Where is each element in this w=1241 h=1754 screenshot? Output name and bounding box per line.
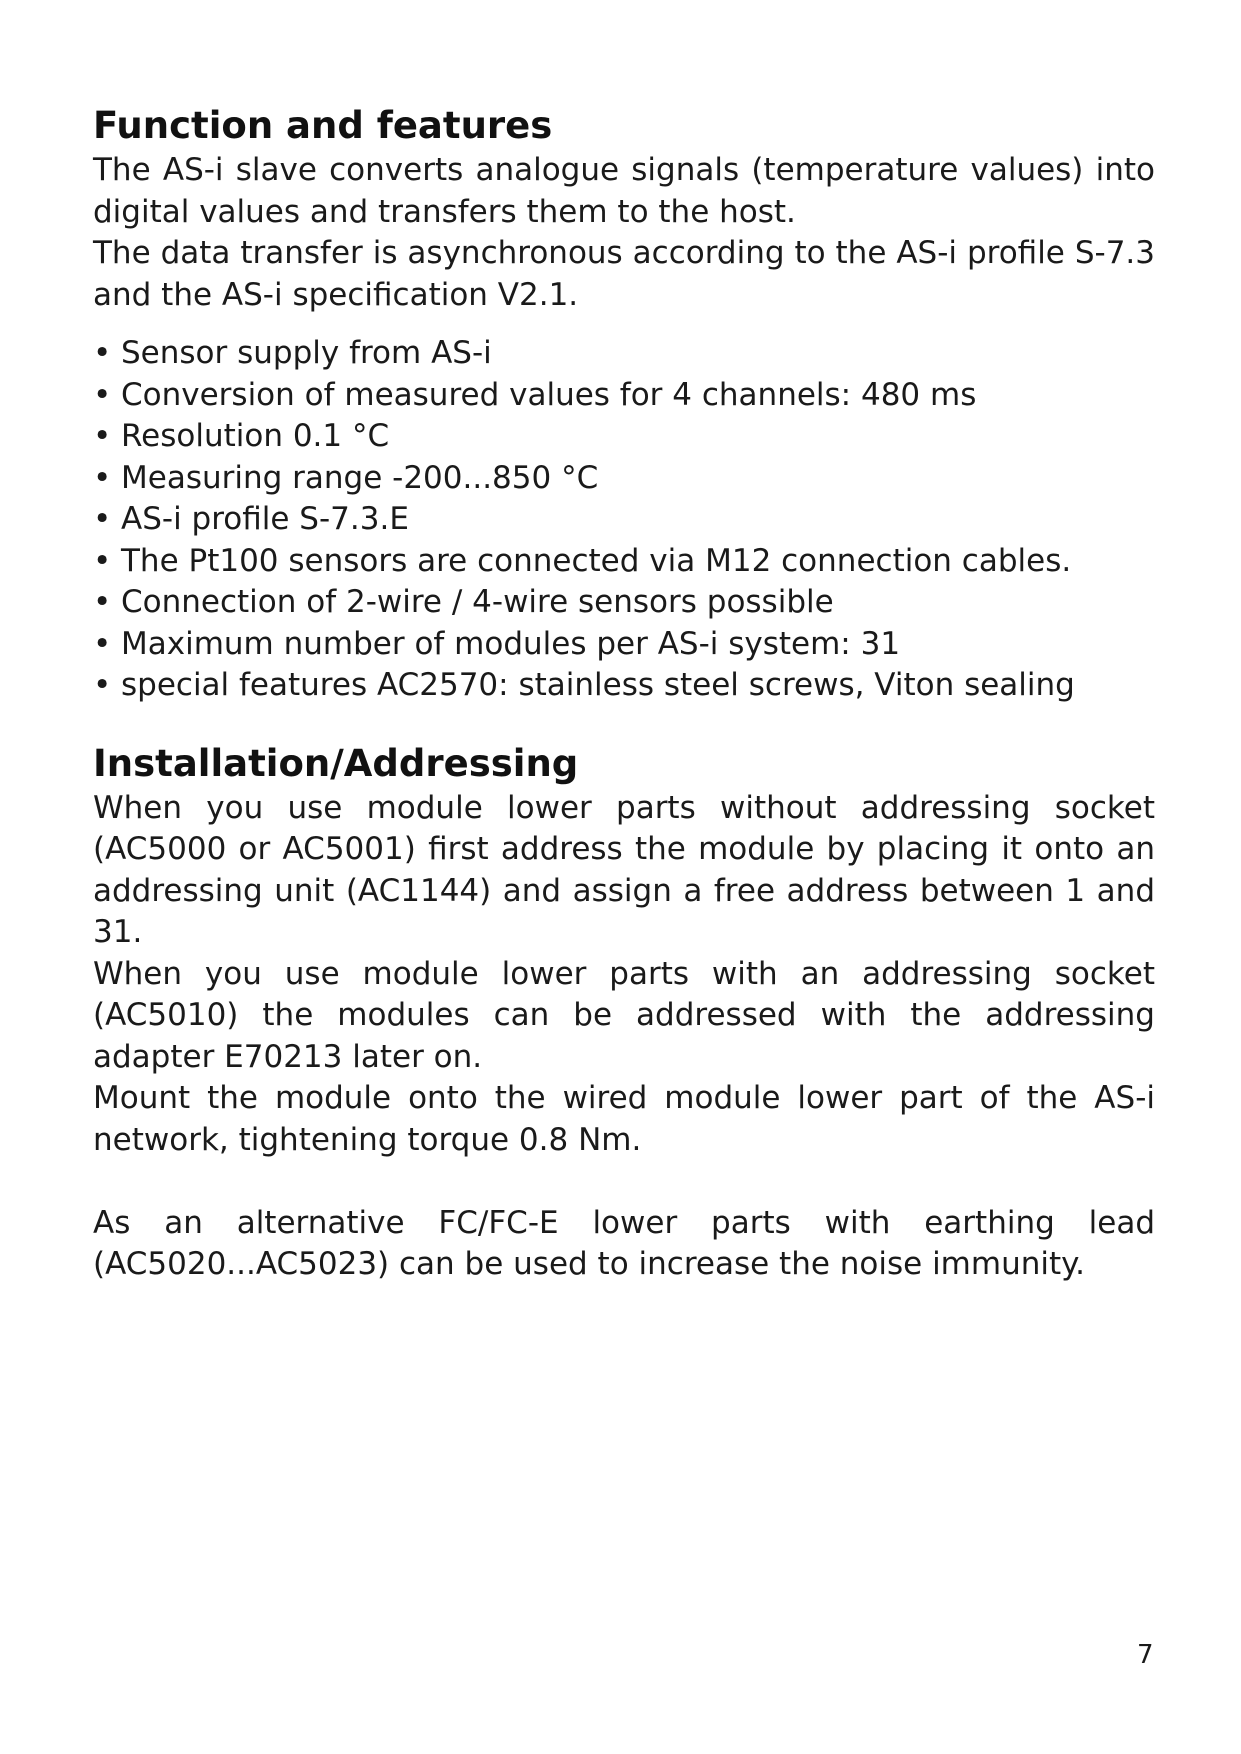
- function-paragraph-1: The AS-i slave converts analogue signals (temperature values) into digital values and transfers them to the host.: [93, 152, 1155, 230]
- function-paragraph-2: The data transfer is asynchronous according to the AS-i profile S-7.3 and the AS-i specification V2.1.: [93, 235, 1155, 313]
- list-item: [93, 582, 1155, 624]
- list-item-text: The Pt100 sensors are connected via M12 connection cables.: [121, 542, 1072, 579]
- list-item-text: Maximum number of modules per AS-i system: 31: [121, 625, 901, 662]
- function-and-features-section: [93, 102, 1155, 707]
- installation-paragraph-2: When you use module lower parts with an addressing socket (AC5010) the modules can be addressed with the addressing adapter E70213 later on.: [93, 955, 1155, 1075]
- list-item: [93, 624, 1155, 666]
- installation-addressing-section: [93, 740, 1155, 1286]
- installation-paragraph-1: When you use module lower parts without addressing socket (AC5000 or AC5001) first address the module by placing it onto an addressing unit (AC1144) and assign a free address between 1 and 31.: [93, 789, 1155, 950]
- list-item: [93, 416, 1155, 458]
- list-item-text: Connection of 2-wire / 4-wire sensors possible: [121, 584, 834, 620]
- installation-paragraph-3: Mount the module onto the wired module lower part of the AS-i network, tightening torque 0.8 Nm.: [93, 1080, 1155, 1158]
- function-and-features-heading: Function and features: [93, 104, 553, 147]
- list-item-text: Sensor supply from AS-i: [121, 335, 492, 371]
- bullet-icon: •: [93, 501, 112, 537]
- list-item: [93, 333, 1155, 375]
- page-number: 7: [1137, 1640, 1154, 1670]
- bullet-icon: •: [93, 584, 112, 620]
- bullet-icon: •: [93, 418, 112, 454]
- list-item: [93, 541, 1155, 583]
- installation-addressing-heading: Installation/Addressing: [93, 741, 579, 785]
- bullet-icon: •: [93, 625, 112, 662]
- installation-paragraph-4: As an alternative FC/FC-E lower parts with earthing lead (AC5020...AC5023) can be used to increase the noise immunity.: [93, 1204, 1155, 1282]
- features-list: [93, 333, 1155, 707]
- list-item-text: Resolution 0.1 °C: [121, 418, 390, 454]
- list-item-text: special features AC2570: stainless steel screws, Viton sealing: [121, 667, 1075, 703]
- page-content: [93, 102, 1155, 1286]
- bullet-icon: •: [93, 459, 112, 496]
- bullet-icon: •: [93, 376, 112, 413]
- list-item-text: Measuring range -200...850 °C: [121, 459, 599, 496]
- bullet-icon: •: [93, 335, 112, 371]
- list-item: [93, 665, 1155, 707]
- bullet-icon: •: [93, 667, 112, 703]
- list-item: [93, 375, 1155, 417]
- list-item-text: Conversion of measured values for 4 channels: 480 ms: [121, 376, 977, 413]
- list-item-text: AS-i profile S-7.3.E: [121, 501, 409, 537]
- bullet-icon: •: [93, 542, 112, 579]
- list-item: [93, 458, 1155, 500]
- list-item: [93, 499, 1155, 541]
